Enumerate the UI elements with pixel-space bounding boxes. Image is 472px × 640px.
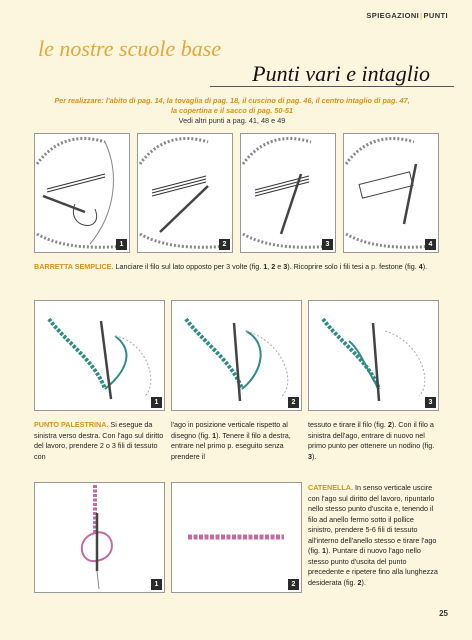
barretta-figure-1 xyxy=(34,133,130,253)
figure-ref: 1 xyxy=(321,546,326,555)
caption-text: ). xyxy=(312,451,317,461)
caption-text: ). Tenere il filo a destra, entrare nel primo p. eseguito senza prendere il xyxy=(171,430,291,461)
caption-text: , xyxy=(267,262,272,271)
figure-ref: 4 xyxy=(418,262,423,271)
section-separator: | xyxy=(420,11,423,20)
caption-text: ). xyxy=(422,262,428,271)
figure-number: 2 xyxy=(288,579,299,590)
barretta-illustration xyxy=(241,134,335,252)
caption-text: ). Puntare di nuovo l'ago nello stesso punto d'uscita del punto precedente e ripetere fino alla lunghezza desiderata (fig. xyxy=(308,546,438,587)
catenella-caption xyxy=(308,483,439,588)
series-title: le nostre scuole base xyxy=(38,36,222,61)
section-label: SPIEGAZIONI xyxy=(366,11,420,20)
caption-text: Lanciare il filo sul lato opposto per 3 volte (fig. xyxy=(113,262,264,271)
catenella-illustration xyxy=(172,483,301,592)
caption-text: e xyxy=(275,262,284,271)
figure-number: 3 xyxy=(322,239,333,250)
palestrina-caption-col-1 xyxy=(34,420,165,462)
palestrina-illustration xyxy=(35,301,164,410)
figure-ref: 3 xyxy=(283,262,288,271)
page-title: Punti vari e intaglio xyxy=(252,61,430,86)
intro-line-3: Vedi altri punti a pag. 41, 48 e 49 xyxy=(178,116,286,125)
palestrina-figure-3 xyxy=(308,300,439,411)
figure-number: 4 xyxy=(425,239,436,250)
barretta-label: BARRETTA SEMPLICE. xyxy=(34,262,114,271)
catenella-figure-2 xyxy=(171,482,302,593)
catenella-figure-1 xyxy=(34,482,165,593)
caption-text: ). Ricoprire solo i fili tesi a p. festone (fig. xyxy=(287,262,419,271)
palestrina-illustration xyxy=(172,301,301,410)
title-rule xyxy=(210,86,454,87)
caption-text: ). Con il filo a sinistra dell'ago, entrare di nuovo nel primo punto per ottenere un nodino (fig. xyxy=(308,420,435,450)
figure-ref: 2 xyxy=(357,577,362,587)
figure-number: 1 xyxy=(151,397,162,408)
caption-text: In senso verticale uscire con l'ago sul diritto del lavoro, ripuntarlo nello stesso punto d'uscita e, tenendo il filo ad anello fermo sotto il pollice sinistro, prendere 5-6 fili di tessuto all'interno dell'anello stesso e tirare l'ago (fig. xyxy=(308,483,437,555)
caption-text: ). xyxy=(361,577,366,587)
barretta-illustration xyxy=(138,134,232,252)
section-header xyxy=(366,11,448,20)
palestrina-illustration xyxy=(309,301,438,410)
figure-number: 1 xyxy=(151,579,162,590)
figure-number: 2 xyxy=(219,239,230,250)
intro-line-2: la copertina e il sacco di pag. 50-51 xyxy=(170,106,294,115)
catenella-illustration xyxy=(35,483,164,592)
caption-text: l'ago in posizione verticale rispetto al disegno (fig. xyxy=(171,420,288,440)
figure-ref: 2 xyxy=(387,420,392,429)
subsection-label: PUNTI xyxy=(423,11,448,20)
barretta-figure-2 xyxy=(137,133,233,253)
palestrina-label: PUNTO PALESTRINA. xyxy=(34,420,109,429)
palestrina-caption-col-2 xyxy=(171,420,302,462)
caption-text: Si esegue da sinistra verso destra. Con l'ago sul diritto del lavoro, prendere 2 o 3 fili di tessuto con xyxy=(34,420,164,461)
figure-number: 2 xyxy=(288,397,299,408)
palestrina-caption-col-3 xyxy=(308,420,439,462)
barretta-figure-4 xyxy=(343,133,439,253)
figure-number: 3 xyxy=(425,397,436,408)
barretta-illustration xyxy=(344,134,438,252)
palestrina-figure-1 xyxy=(34,300,165,411)
figure-ref: 1 xyxy=(212,430,217,440)
figure-ref: 3 xyxy=(308,451,312,461)
figure-number: 1 xyxy=(116,239,127,250)
barretta-figure-3 xyxy=(240,133,336,253)
caption-text: tessuto e tirare il filo (fig. xyxy=(308,420,388,429)
page-number: 25 xyxy=(439,609,448,618)
intro-text xyxy=(30,96,434,126)
catenella-label: CATENELLA. xyxy=(308,483,353,492)
intro-line-1: Per realizzare: l'abito di pag. 14, la tovaglia di pag. 18, il cuscino di pag. 46, il centro intaglio di pag. 47, xyxy=(54,96,410,105)
figure-ref: 2 xyxy=(271,262,276,271)
figure-ref: 1 xyxy=(263,262,268,271)
barretta-caption xyxy=(34,262,444,273)
palestrina-figure-2 xyxy=(171,300,302,411)
barretta-illustration xyxy=(35,134,129,252)
